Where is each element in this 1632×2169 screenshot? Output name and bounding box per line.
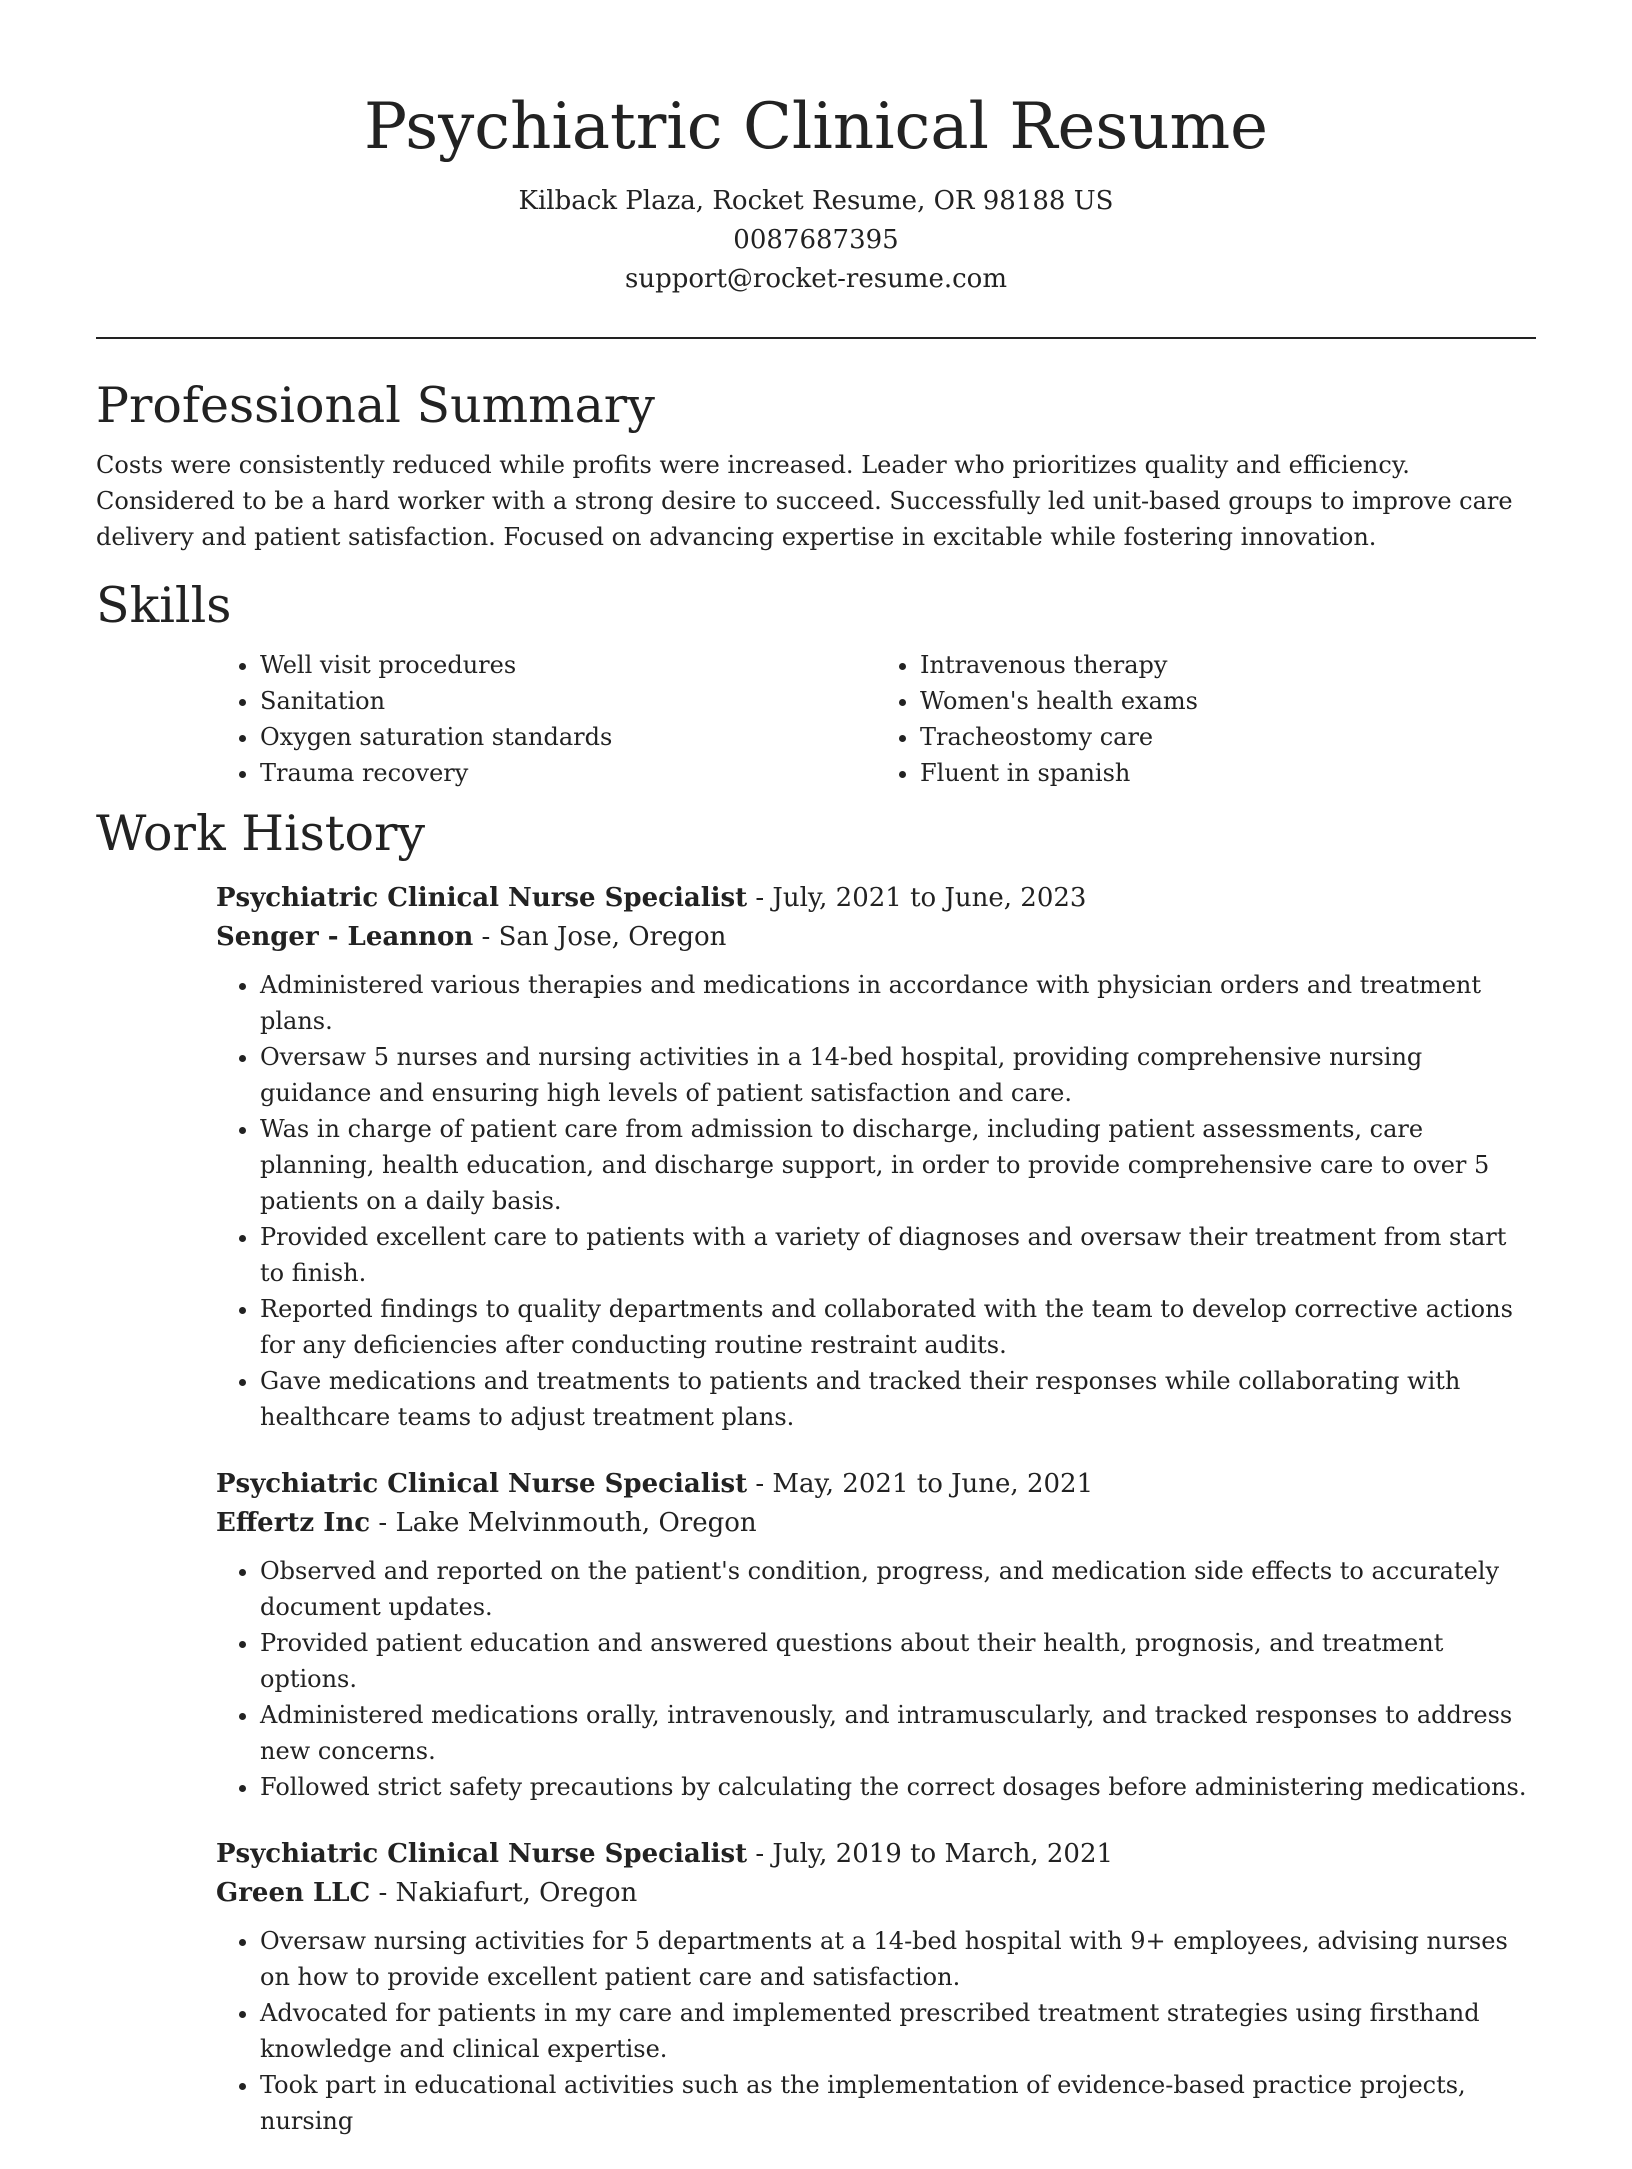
skills-grid [216,647,1536,791]
job-company-line [216,1504,1536,1543]
job-title-line [216,879,1536,918]
skill-item: • Intravenous therapy [920,647,1536,683]
job-dates: - May, 2021 to June, 2021 [747,1469,1094,1499]
job-bullets [216,1553,1536,1805]
skill-item: • Well visit procedures [260,647,876,683]
contact-address: Kilback Plaza, Rocket Resume, OR 98188 US [518,186,1114,216]
job-bullet: • Observed and reported on the patient's condition, progress, and medication side effects to accurately document updates. [260,1553,1536,1625]
job-company: Green LLC [216,1878,371,1908]
summary-heading: Professional Summary [96,377,655,434]
job-entry [216,1835,1536,2139]
skill-item: • Women's health exams [920,683,1536,719]
job-bullet: • Administered medications orally, intravenously, and intramuscularly, and tracked responses to address new concerns. [260,1697,1536,1769]
work-section [96,801,1536,2139]
job-role: Psychiatric Clinical Nurse Specialist [216,1839,748,1869]
summary-section [96,373,1536,555]
job-company: Effertz Inc [216,1508,371,1538]
skills-section [96,573,1536,791]
job-location: - Nakiafurt, Oregon [370,1878,638,1908]
summary-text: Costs were consistently reduced while profits were increased. Leader who prioritizes quality and efficiency. Considered to be a hard worker with a strong desire to succeed. Successfully led unit-based groups to improve care delivery and patient satisfaction. Focused on advancing expertise in excitable while fostering innovation. [96,451,1513,551]
job-entry [216,1465,1536,1805]
job-bullet: • Provided patient education and answered questions about their health, prognosis, and treatment options. [260,1625,1536,1697]
job-title-line [216,1835,1536,1874]
job-bullet: • Reported findings to quality departments and collaborated with the team to develop corrective actions for any deficiencies after conducting routine restraint audits. [260,1291,1536,1363]
job-bullet: • Gave medications and treatments to patients and tracked their responses while collaborating with healthcare teams to adjust treatment plans. [260,1363,1536,1435]
header-divider [96,337,1536,339]
job-bullet: • Provided excellent care to patients with a variety of diagnoses and oversaw their treatment from start to finish. [260,1219,1536,1291]
job-location: - Lake Melvinmouth, Oregon [370,1508,757,1538]
job-bullet: • Oversaw nursing activities for 5 departments at a 14-bed hospital with 9+ employees, advising nurses on how to provide excellent patient care and satisfaction. [260,1923,1536,1995]
job-bullets [216,967,1536,1435]
job-company-line [216,1874,1536,1913]
job-bullet: • Administered various therapies and medications in accordance with physician orders and treatment plans. [260,967,1536,1039]
skill-item: • Fluent in spanish [920,755,1536,791]
skills-list-right [876,647,1536,791]
job-bullet: • Followed strict safety precautions by calculating the correct dosages before administering medications. [260,1769,1536,1805]
skill-item: • Sanitation [260,683,876,719]
job-bullet: • Advocated for patients in my care and implemented prescribed treatment strategies using firsthand knowledge and clinical expertise. [260,1995,1536,2067]
contact-phone: 0087687395 [733,225,899,255]
resume-header [96,0,1536,299]
job-role: Psychiatric Clinical Nurse Specialist [216,1469,748,1499]
skill-item: • Oxygen saturation standards [260,719,876,755]
resume-title: Psychiatric Clinical Resume [363,90,1269,164]
job-entry [216,879,1536,1435]
job-bullets [216,1923,1536,2139]
work-heading: Work History [96,805,426,862]
job-dates: - July, 2021 to June, 2023 [747,883,1087,913]
job-role: Psychiatric Clinical Nurse Specialist [216,883,748,913]
resume-page [96,0,1536,2169]
job-bullet: • Oversaw 5 nurses and nursing activities in a 14-bed hospital, providing comprehensive nursing guidance and ensuring high levels of patient satisfaction and care. [260,1039,1536,1111]
contact-email: support@rocket-resume.com [624,264,1007,294]
skill-item: • Tracheostomy care [920,719,1536,755]
job-dates: - July, 2019 to March, 2021 [747,1839,1114,1869]
job-bullet: • Took part in educational activities such as the implementation of evidence-based practice projects, nursing [260,2067,1536,2139]
skills-heading: Skills [96,577,232,634]
job-title-line [216,1465,1536,1504]
contact-info [96,182,1536,299]
job-company: Senger - Leannon [216,922,474,952]
job-location: - San Jose, Oregon [473,922,727,952]
skills-list-left [216,647,876,791]
skill-item: • Trauma recovery [260,755,876,791]
job-bullet: • Was in charge of patient care from admission to discharge, including patient assessments, care planning, health education, and discharge support, in order to provide comprehensive care to over 5 patients on a daily basis. [260,1111,1536,1219]
job-company-line [216,918,1536,957]
